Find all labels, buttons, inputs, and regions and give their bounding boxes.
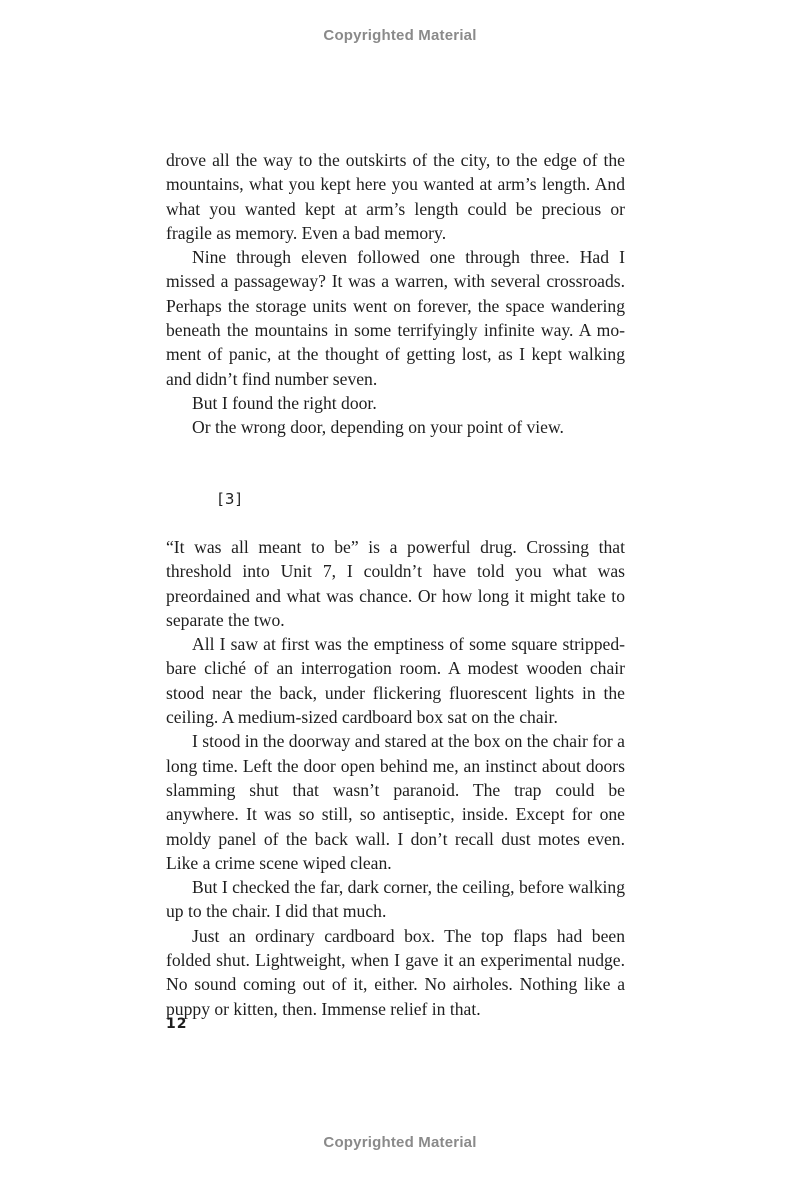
- paragraph: drove all the way to the outskirts of the city, to the edge of the mountains, what you kept here you wanted at arm’s length. And what you wanted kept at arm’s length could be precious or fragile as memory. Even a bad memory.: [166, 150, 625, 243]
- paragraph: “It was all meant to be” is a powerful drug. Crossing that threshold into Unit 7, I couldn’t have told you what was preordained and what was chance. Or how long it might take to separate the two.: [166, 537, 625, 630]
- section-number: [3]: [218, 490, 243, 508]
- section-2-text: [166, 535, 625, 1021]
- paragraph: I stood in the doorway and stared at the box on the chair for a long time. Left the door open behind me, an instinct about doors slamming shut that wasn’t paranoid. The trap could be anywhere. It was so still, so antiseptic, inside. Except for one moldy panel of the back wall. I don’t recall dust motes even. Like a crime scene wiped clean.: [166, 731, 625, 873]
- copyright-watermark-bottom: Copyrighted Material: [323, 1134, 477, 1151]
- paragraph: Nine through eleven followed one through three. Had I missed a passageway? It was a warren, with several crossroads. Perhaps the storage units went on forever, the space wandering beneath the mountains in some terrifyingly infinite way. A moment of panic, at the thought of getting lost, as I kept walking and didn’t find number seven.: [166, 247, 625, 389]
- paragraph: Or the wrong door, depending on your point of view.: [192, 417, 564, 438]
- paragraph: Just an ordinary cardboard box. The top flaps had been folded shut. Lightweight, when I gave it an experimental nudge. No sound coming out of it, either. No airholes. Nothing like a puppy or kitten, then. Immense relief in that.: [166, 925, 625, 1019]
- paragraph: All I saw at first was the emptiness of some square stripped-bare cliché of an interrogation room. A modest wooden chair stood near the back, under flickering fluorescent lights in the ceiling. A medium-sized cardboard box sat on the chair.: [166, 634, 625, 728]
- paragraph: But I found the right door.: [192, 392, 377, 413]
- copyright-watermark-top: Copyrighted Material: [323, 27, 477, 44]
- page-number: 12: [166, 1016, 188, 1032]
- section-1-text: [166, 148, 625, 440]
- paragraph: But I checked the far, dark corner, the ceiling, before walking up to the chair. I did that much.: [166, 877, 625, 922]
